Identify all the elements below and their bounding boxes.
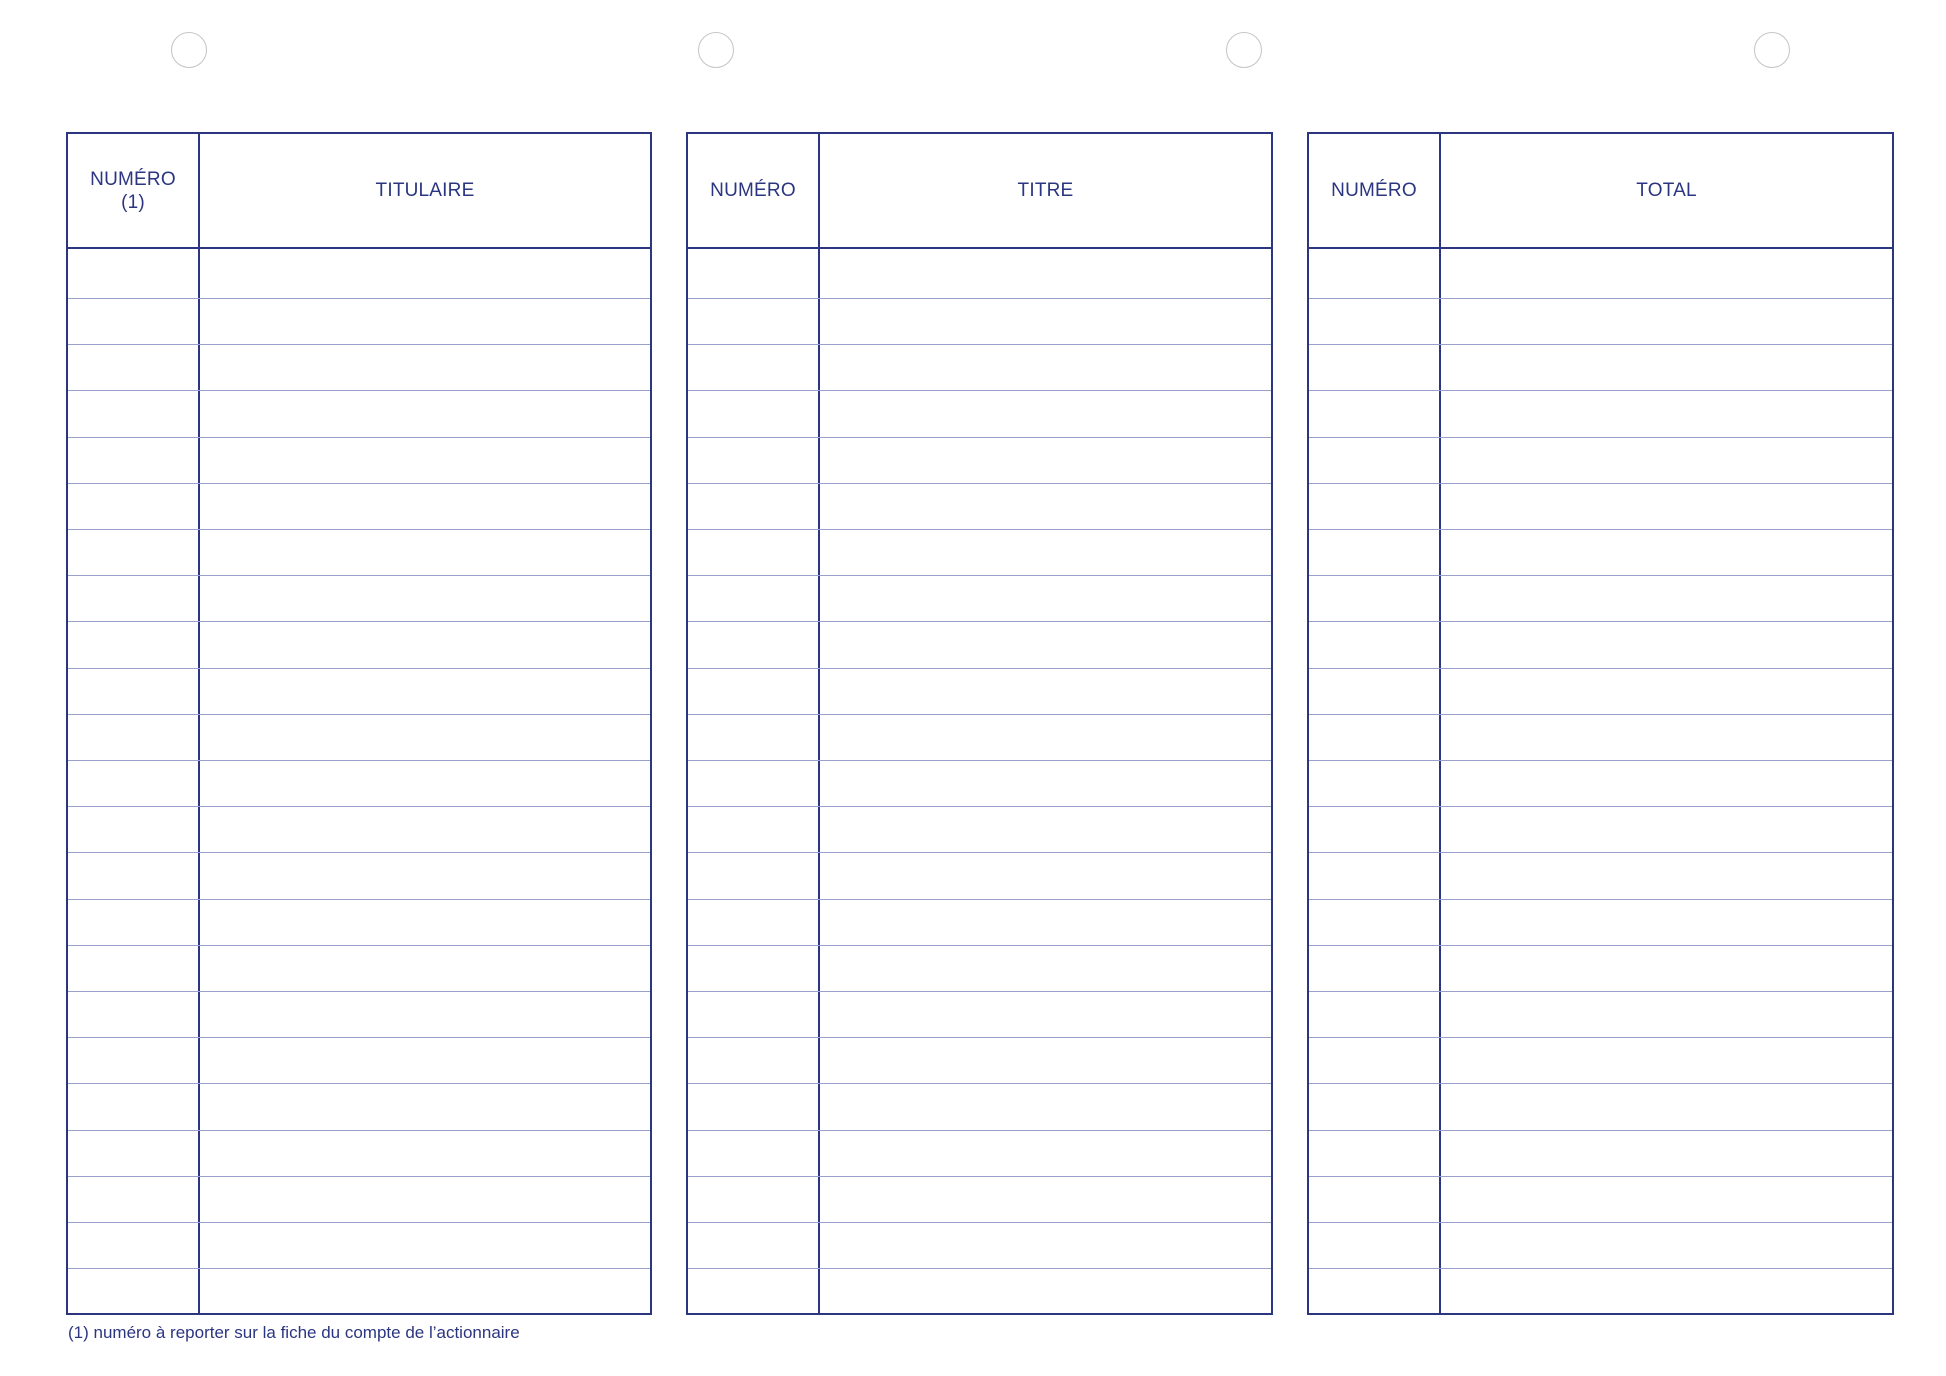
header-numero-label: NUMÉRO [710, 180, 796, 201]
row-rule [68, 1176, 650, 1177]
row-rule [68, 668, 650, 669]
binder-hole-1 [171, 32, 207, 68]
row-rule [1309, 1176, 1892, 1177]
row-rule [68, 714, 650, 715]
row-rule [688, 575, 1271, 576]
table-header [688, 134, 1271, 249]
row-rule [1309, 668, 1892, 669]
row-rule [1309, 621, 1892, 622]
row-rule [1309, 1130, 1892, 1131]
row-rule [688, 390, 1271, 391]
row-rule [68, 1037, 650, 1038]
row-rule [1309, 437, 1892, 438]
row-rule [68, 437, 650, 438]
column-divider [818, 134, 820, 1313]
row-rule [688, 344, 1271, 345]
row-rule [688, 668, 1271, 669]
row-rule [68, 390, 650, 391]
binder-hole-2 [698, 32, 734, 68]
row-rule [688, 945, 1271, 946]
row-rule [1309, 899, 1892, 900]
row-rule [1309, 1268, 1892, 1269]
header-numero [68, 134, 198, 247]
row-rule [68, 991, 650, 992]
row-rule [688, 1268, 1271, 1269]
row-rule [1309, 852, 1892, 853]
row-rule [688, 298, 1271, 299]
row-rule [688, 852, 1271, 853]
row-rule [1309, 945, 1892, 946]
row-rule [68, 945, 650, 946]
row-rule [1309, 1037, 1892, 1038]
header-total: TOTAL [1636, 180, 1697, 201]
row-rule [68, 806, 650, 807]
row-rule [688, 899, 1271, 900]
row-rule [688, 529, 1271, 530]
table-header [1309, 134, 1892, 249]
row-rule [688, 991, 1271, 992]
binder-hole-4 [1754, 32, 1790, 68]
row-rule [68, 298, 650, 299]
header-numero [688, 134, 818, 247]
row-rule [68, 899, 650, 900]
row-rule [68, 760, 650, 761]
row-rule [1309, 714, 1892, 715]
row-rule [1309, 575, 1892, 576]
row-rule [1309, 1083, 1892, 1084]
row-rule [1309, 806, 1892, 807]
row-rule [688, 437, 1271, 438]
row-rule [688, 760, 1271, 761]
header-titulaire: TITULAIRE [375, 180, 475, 201]
header-titre: TITRE [1017, 180, 1074, 201]
row-rule [1309, 1222, 1892, 1223]
table-header [68, 134, 650, 249]
header-numero-footnote-ref: (1) [121, 191, 145, 213]
header-numero [1309, 134, 1439, 247]
row-rule [68, 529, 650, 530]
row-rule [68, 575, 650, 576]
header-numero-label: NUMÉRO [1331, 180, 1417, 201]
row-rule [1309, 529, 1892, 530]
row-rule [68, 1130, 650, 1131]
header-numero-label: NUMÉRO [90, 168, 176, 190]
row-rule [1309, 483, 1892, 484]
row-rule [688, 1083, 1271, 1084]
row-rule [688, 483, 1271, 484]
row-rule [68, 621, 650, 622]
row-rule [688, 621, 1271, 622]
register-table-titulaire [66, 132, 652, 1315]
row-rule [68, 483, 650, 484]
row-rule [1309, 760, 1892, 761]
row-rule [688, 806, 1271, 807]
row-rule [68, 1222, 650, 1223]
register-table-titre [686, 132, 1273, 1315]
row-rule [1309, 390, 1892, 391]
row-rule [688, 1130, 1271, 1131]
row-rule [1309, 344, 1892, 345]
row-rule [68, 344, 650, 345]
binder-hole-3 [1226, 32, 1262, 68]
row-rule [1309, 298, 1892, 299]
row-rule [688, 1222, 1271, 1223]
row-rule [688, 714, 1271, 715]
row-rule [688, 1176, 1271, 1177]
row-rule [1309, 991, 1892, 992]
column-divider [1439, 134, 1441, 1313]
row-rule [68, 1083, 650, 1084]
footnote: (1) numéro à reporter sur la fiche du compte de l’actionnaire [68, 1323, 520, 1342]
row-rule [68, 1268, 650, 1269]
row-rule [688, 1037, 1271, 1038]
column-divider [198, 134, 200, 1313]
row-rule [68, 852, 650, 853]
register-table-total [1307, 132, 1894, 1315]
